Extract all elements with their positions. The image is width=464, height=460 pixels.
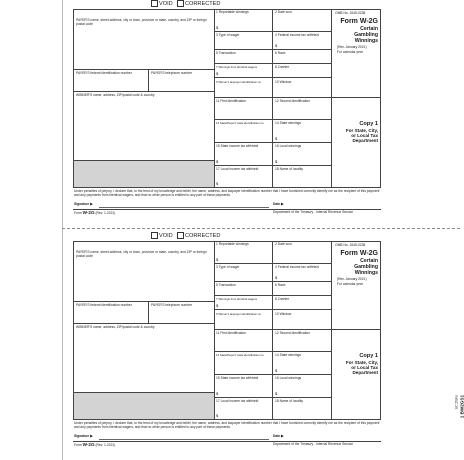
box10-label: 10 Window [275,80,292,84]
shaded-area [74,161,214,187]
box17-label: 17 Local income tax withheld [216,399,259,403]
box4-dollar: $ [275,275,278,280]
footer-form-number: W-2G [82,210,95,215]
col-divider-left [214,9,215,188]
box4-label: 4 Federal income tax withheld [275,265,319,269]
w2g-form-copy-bottom [73,232,381,457]
box1-label: 1 Reportable winnings [216,10,249,14]
footer-form-number: W-2G [82,442,95,447]
corrected-checkbox[interactable] [177,0,184,7]
payer-name-label: PAYER'S name, street address, city or town, province or state, country, and ZIP or foreign postal code [76,18,207,26]
col-divider-right [331,241,332,329]
box16-dollar: $ [275,159,278,164]
box17-dollar: $ [216,181,219,186]
line [214,263,331,264]
box9-label: 9 Winner's taxpayer identification no. [216,312,262,316]
perjury-statement: Under penalties of perjury, I declare that, to the best of my knowledge and belief, the name, address, and taxpayer identification number that I have furnished correctly identify me as the recipient of this payment and any payments from identical wagers, and that no other person is entitled to any part of these payments. [74,189,380,197]
box11-label: 11 First identification [216,331,246,335]
title-line1: Certain [360,258,378,264]
perjury-statement: Under penalties of perjury, I declare that, to the best of my knowledge and belief, the name, address, and taxpayer identification number that I have furnished correctly identify me as the recipient of this payment and any payments from identical wagers, and that no other person is entitled to any part of these payments. [74,421,380,429]
payer-phone-label: PAYER'S telephone number [151,71,193,75]
box14-dollar: $ [275,368,278,373]
void-checkbox[interactable] [151,232,158,239]
line [214,295,331,296]
left-margin-line [62,0,63,460]
footer-rev: (Rev. 1-2021) [95,211,116,215]
corrected-checkbox-group[interactable] [177,232,220,241]
side-code-prefix: 1 [459,415,464,419]
revision-date: (Rev. January 2021) [337,45,367,49]
line [214,77,331,78]
box14-label: 14 State winnings [275,353,302,357]
line [214,329,381,330]
box14-label: 14 State winnings [275,121,302,125]
box15-label: 15 State income tax withheld [216,144,259,148]
copy-label: Copy 1 [359,353,378,359]
footer-form-word: Form [74,443,82,447]
box18-label: 18 Name of locality [275,167,304,171]
box4-dollar: $ [275,43,278,48]
box13-label: 13 State/Payer's state identification no. [216,353,265,357]
col-divider-left [214,241,215,420]
copy-for-line2: or Local Tax [351,133,378,138]
calendar-year-label: For calendar year [337,282,363,286]
box8-label: 8 Cashier [275,297,290,301]
box7-label: 7 Winnings from identical wagers [216,297,258,301]
box8-label: 8 Cashier [275,65,290,69]
signature-label: Signature ▶ [74,434,93,438]
copy-for-line1: For State, City, [345,128,378,133]
footer-department: Department of the Treasury - Internal Revenue Service [273,442,354,446]
void-checkbox-group[interactable] [151,232,173,241]
col-divider-mid [272,9,273,188]
winner-name-label: WINNER'S name, address, ZIP/postal code & country [76,93,155,97]
corrected-label: CORRECTED [185,233,221,239]
box7-dollar: $ [216,303,219,308]
box15-dollar: $ [216,391,219,396]
form-name: Form W-2G [340,18,378,25]
col-divider-right [331,9,332,97]
line [73,323,214,324]
line [73,91,214,92]
box6-label: 6 Race [275,283,286,287]
line [214,397,331,398]
date-label: Date ▶ [273,202,284,206]
line [214,63,331,64]
perforation-line [62,228,460,229]
line [214,119,331,120]
box17-label: 17 Local income tax withheld [216,167,259,171]
box15-dollar: $ [216,159,219,164]
shaded-area [74,393,214,419]
line [214,165,331,166]
title-line1: Certain [360,26,378,32]
payer-tin-label: PAYER'S federal identification number [76,71,132,75]
box7-label: 7 Winnings from identical wagers [216,65,258,69]
box12-label: 12 Second identification [275,331,311,335]
box14-dollar: $ [275,136,278,141]
form-name: Form W-2G [340,250,378,257]
footer-form-label [74,443,115,448]
void-checkbox-group[interactable] [151,0,173,9]
calendar-year-label: For calendar year [337,50,363,54]
box12-label: 12 Second identification [275,99,311,103]
winner-name-label: WINNER'S name, address, ZIP/postal code & country [76,325,155,329]
signature-label: Signature ▶ [74,202,93,206]
line [214,309,331,310]
title-line3: Winnings [354,38,378,44]
revision-date: (Rev. January 2021) [337,277,367,281]
line [214,374,331,375]
box6-label: 6 Race [275,51,286,55]
line [214,351,331,352]
box16-dollar: $ [275,391,278,396]
box3-label: 3 Type of wager [216,33,240,37]
copy-for-line1: For State, City, [345,360,378,365]
box11-label: 11 First identification [216,99,246,103]
line [331,97,332,188]
box16-label: 16 Local winnings [275,376,302,380]
box9-label: 9 Winner's taxpayer identification no. [216,80,262,84]
signature-line[interactable] [99,207,269,208]
payer-tin-label: PAYER'S federal identification number [76,303,132,307]
title-line2: Gambling [354,264,378,270]
box1-dollar: $ [216,25,219,30]
footer-rev: (Rev. 1-2021) [95,443,116,447]
corrected-label: CORRECTED [185,1,221,7]
line [331,329,332,420]
signature-line[interactable] [99,439,269,440]
payer-name-label: PAYER'S name, street address, city or town, province or state, country, and ZIP or foreign postal code [76,250,207,258]
void-label: VOID [159,1,173,7]
payer-phone-label: PAYER'S telephone number [151,303,193,307]
corrected-checkbox[interactable] [177,232,184,239]
box13-label: 13 State/Payer's state identification no. [216,121,265,125]
box1-label: 1 Reportable winnings [216,242,249,246]
box18-label: 18 Name of locality [275,399,304,403]
void-label: VOID [159,233,173,239]
omb-number: OMB No. 1545-0238 [335,243,366,247]
corrected-checkbox-group[interactable] [177,0,220,9]
line [214,281,331,282]
footer-form-label [74,211,115,216]
line [214,31,331,32]
side-code: BW2GS1 [459,395,464,415]
box15-label: 15 State income tax withheld [216,376,259,380]
footer-form-word: Form [74,211,82,215]
omb-number: OMB No. 1545-0238 [335,11,366,15]
box2-label: 2 Date won [275,10,292,14]
side-small-code: IsC 20sho [454,395,458,410]
col-divider-mid [272,241,273,420]
w2g-form-copy-top [73,0,381,225]
box1-dollar: $ [216,257,219,262]
box7-dollar: $ [216,71,219,76]
date-label: Date ▶ [273,434,284,438]
box17-dollar: $ [216,413,219,418]
box16-label: 16 Local winnings [275,144,302,148]
copy-for-line3: Department [352,138,378,143]
tin-phone-divider [148,69,149,91]
copy-for-line2: or Local Tax [351,365,378,370]
tin-phone-divider [148,301,149,323]
copy-label: Copy 1 [359,121,378,127]
line [73,69,214,70]
footer-department: Department of the Treasury - Internal Revenue Service [273,210,354,214]
copy-for-line3: Department [352,370,378,375]
box4-label: 4 Federal income tax withheld [275,33,319,37]
side-product-code [459,395,464,418]
title-line2: Gambling [354,32,378,38]
box10-label: 10 Window [275,312,292,316]
line [73,301,214,302]
box5-label: 5 Transaction [216,283,236,287]
line [214,49,331,50]
void-checkbox[interactable] [151,0,158,7]
box5-label: 5 Transaction [216,51,236,55]
line [214,97,381,98]
title-line3: Winnings [354,270,378,276]
box3-label: 3 Type of wager [216,265,240,269]
line [214,142,331,143]
box2-label: 2 Date won [275,242,292,246]
